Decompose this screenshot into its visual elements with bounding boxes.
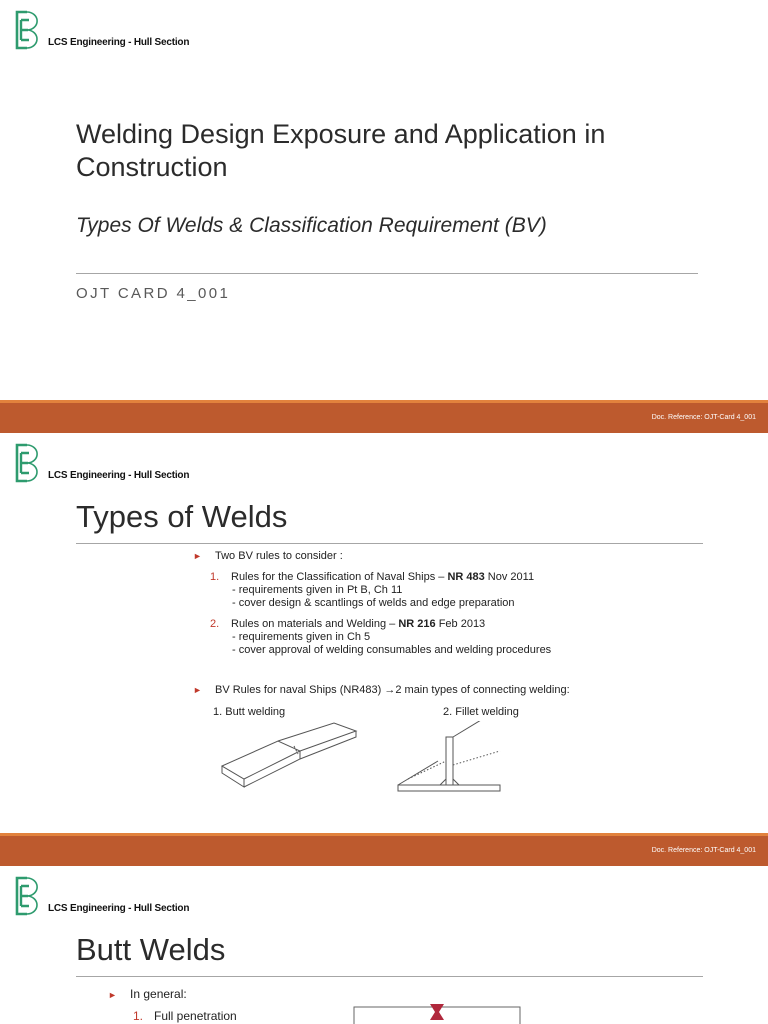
doc-reference: Doc. Reference: OJT-Card 4_001 xyxy=(651,414,756,421)
slide-types-of-welds xyxy=(0,433,768,866)
presentation-subtitle: Types Of Welds & Classification Requirement (BV) xyxy=(76,214,547,237)
slide-body xyxy=(108,987,368,1024)
slide-title-page xyxy=(0,0,768,433)
rule-item-1: 1. Rules for the Classification of Naval Ships – NR 483 Nov 2011 xyxy=(210,571,535,583)
bullet-general: ► In general: xyxy=(108,987,187,1001)
doc-reference: Doc. Reference: OJT-Card 4_001 xyxy=(651,847,756,854)
triangle-bullet-icon: ► xyxy=(193,685,202,695)
divider xyxy=(76,273,698,274)
triangle-bullet-icon: ► xyxy=(193,551,202,561)
butt-weld-diagram xyxy=(218,721,358,801)
logo-mark-icon xyxy=(14,876,48,916)
bullet-weld-types: ► BV Rules for naval Ships (NR483) →2 main types of connecting welding: xyxy=(193,684,570,696)
company-logo xyxy=(14,876,194,920)
bullet-rules: ► Two BV rules to consider : xyxy=(193,550,343,562)
title-divider xyxy=(76,976,703,977)
logo-text: LCS Engineering - Hull Section xyxy=(48,470,190,481)
rule-item-2: 2. Rules on materials and Welding – NR 216 Feb 2013 xyxy=(210,618,486,630)
presentation-title: Welding Design Exposure and Application in Construction xyxy=(76,119,606,182)
triangle-bullet-icon: ► xyxy=(108,990,117,1000)
rule-item-1-sub-1: - requirements given in Pt B, Ch 11 xyxy=(232,584,403,596)
logo-mark-icon xyxy=(14,443,48,483)
slide-title: Types of Welds xyxy=(76,499,288,534)
slide-title: Butt Welds xyxy=(76,932,226,967)
company-logo xyxy=(14,443,194,487)
logo-text: LCS Engineering - Hull Section xyxy=(48,903,190,914)
logo-text: LCS Engineering - Hull Section xyxy=(48,37,190,48)
card-label: OJT CARD 4_001 xyxy=(76,285,231,302)
rule-item-1-sub-2: - cover design & scantlings of welds and edge preparation xyxy=(232,597,515,609)
rule-item-2-sub-1: - requirements given in Ch 5 xyxy=(232,631,371,643)
company-logo xyxy=(14,10,194,54)
footer-band xyxy=(0,833,768,866)
butt-welding-label: 1. Butt welding xyxy=(213,706,286,718)
rule-item-2-sub-2: - cover approval of welding consumables and welding procedures xyxy=(232,644,552,656)
fillet-weld-diagram xyxy=(394,721,504,801)
fillet-welding-label: 2. Fillet welding xyxy=(443,706,519,718)
footer-band xyxy=(0,400,768,433)
full-penetration-diagram xyxy=(352,1002,522,1024)
logo-mark-icon xyxy=(14,10,48,50)
full-penetration-item: 1. Full penetration xyxy=(133,1009,237,1023)
title-divider xyxy=(76,543,703,544)
slide-butt-welds xyxy=(0,866,768,1024)
